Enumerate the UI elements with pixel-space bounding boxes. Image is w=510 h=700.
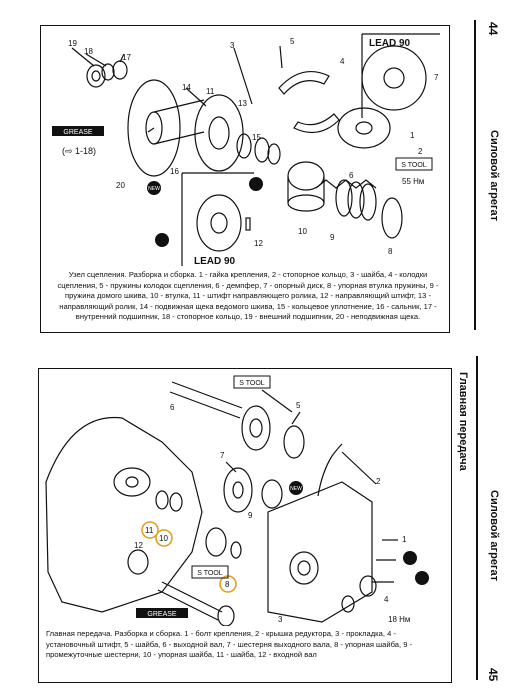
side-rule <box>474 20 476 330</box>
part-label-5: 5 <box>290 37 295 46</box>
part-label-6: 6 <box>349 171 354 180</box>
part-label-17: 17 <box>122 53 131 62</box>
part-label-5: 5 <box>296 401 301 410</box>
grease-label: GREASE <box>63 129 93 136</box>
clutch-figure-caption: Узел сцепления. Разборка и сборка. 1 - гайка крепления, 2 - стопорное кольцо, 3 - шайба, 4 - колодки сцепления, 5 - пружины колодок сцепления, 6 - демпфер, 7 - опорный диск, 8 - упорная втулка пружины, 9 - пружина домого шкива, 10 - втулка, 11 - штифт направляющего ролика, 12 - направляющий штифт, 13 - направляющий ролик, 14 - подвижная щека ведомого шкива, 15 - кольцевое уплотнение, 16 - сальник, 17 - внутренний подшипник, 18 - стопорное кольцо, 19 - внешний подшипник, 20 - неподвижная щека. <box>57 270 439 321</box>
page-number: 44 <box>486 22 500 36</box>
part-label-7: 7 <box>220 451 225 460</box>
part-label-11: 11 <box>145 526 154 535</box>
torque-label: 55 Нм <box>402 177 425 186</box>
crankcase-shape <box>46 418 202 612</box>
page-45 <box>0 350 510 700</box>
side-rule <box>476 356 478 680</box>
part-label-19: 19 <box>68 39 77 48</box>
final-drive-figure-caption: Главная передача. Разборка и сборка. 1 - болт крепления, 2 - крышка редуктора, 3 - прокладка, 4 - установочный штифт, 5 - шайба, 6 - выходной вал, 7 - шестерня выходного вала, 8 - упорная шайба, 9 - промежуточные шестерни, 10 - упорная шайба, 11 - шайба, 12 - входной вал <box>46 629 413 659</box>
part-label-10: 10 <box>298 227 307 236</box>
part-label-2: 2 <box>376 477 381 486</box>
new-label: NEW <box>290 486 302 492</box>
page-number: 45 <box>486 668 500 682</box>
part-label-4: 4 <box>340 57 345 66</box>
new-label: NEW <box>148 186 160 192</box>
clutch-shoe-shape <box>279 72 329 94</box>
clutch-plate-shape <box>362 46 426 110</box>
stool-label-a: S TOOL <box>239 380 265 387</box>
part-label-1: 1 <box>402 535 407 544</box>
torque-label: 18 Нм <box>388 615 411 624</box>
part-label-13: 13 <box>238 99 247 108</box>
part-label-16: 16 <box>170 167 179 176</box>
grease-label: GREASE <box>147 611 177 618</box>
part-label-12: 12 <box>134 541 143 550</box>
part-label-9: 9 <box>248 511 253 520</box>
part-label-1: 1 <box>410 131 415 140</box>
part-label-10: 10 <box>159 534 168 543</box>
part-label-8: 8 <box>225 580 230 589</box>
part-label-12: 12 <box>254 239 263 248</box>
part-label-2: 2 <box>418 147 423 156</box>
part-label-3: 3 <box>230 41 235 50</box>
stool-label-b: S TOOL <box>197 570 223 577</box>
part-label-18: 18 <box>84 47 93 56</box>
lead90-label-top: LEAD 90 <box>369 38 411 49</box>
gearbox-cover-shape <box>268 482 372 622</box>
cross-reference: (⇨ 1-18) <box>62 146 97 156</box>
intermediate-gear-shape <box>224 468 252 512</box>
part-label-15: 15 <box>252 133 261 142</box>
output-gear-shape <box>242 406 270 450</box>
section-title: Силовой агрегат <box>488 130 500 222</box>
part-label-6: 6 <box>170 403 175 412</box>
stool-label: S TOOL <box>401 162 427 169</box>
part-label-14: 14 <box>182 83 191 92</box>
part-label-7: 7 <box>434 73 439 82</box>
part-label-9: 9 <box>330 233 335 242</box>
section-subtitle: Силовой агрегат <box>488 490 500 582</box>
part-label-3: 3 <box>278 615 283 624</box>
part-label-8: 8 <box>388 247 393 256</box>
clutch-exploded-diagram <box>44 28 446 268</box>
final-drive-exploded-diagram <box>42 372 448 626</box>
lead90-label-bottom: LEAD 90 <box>194 256 236 267</box>
part-label-4: 4 <box>384 595 389 604</box>
part-label-20: 20 <box>116 181 125 190</box>
part-label-11: 11 <box>206 87 215 96</box>
section-title: Главная передача <box>457 372 469 471</box>
